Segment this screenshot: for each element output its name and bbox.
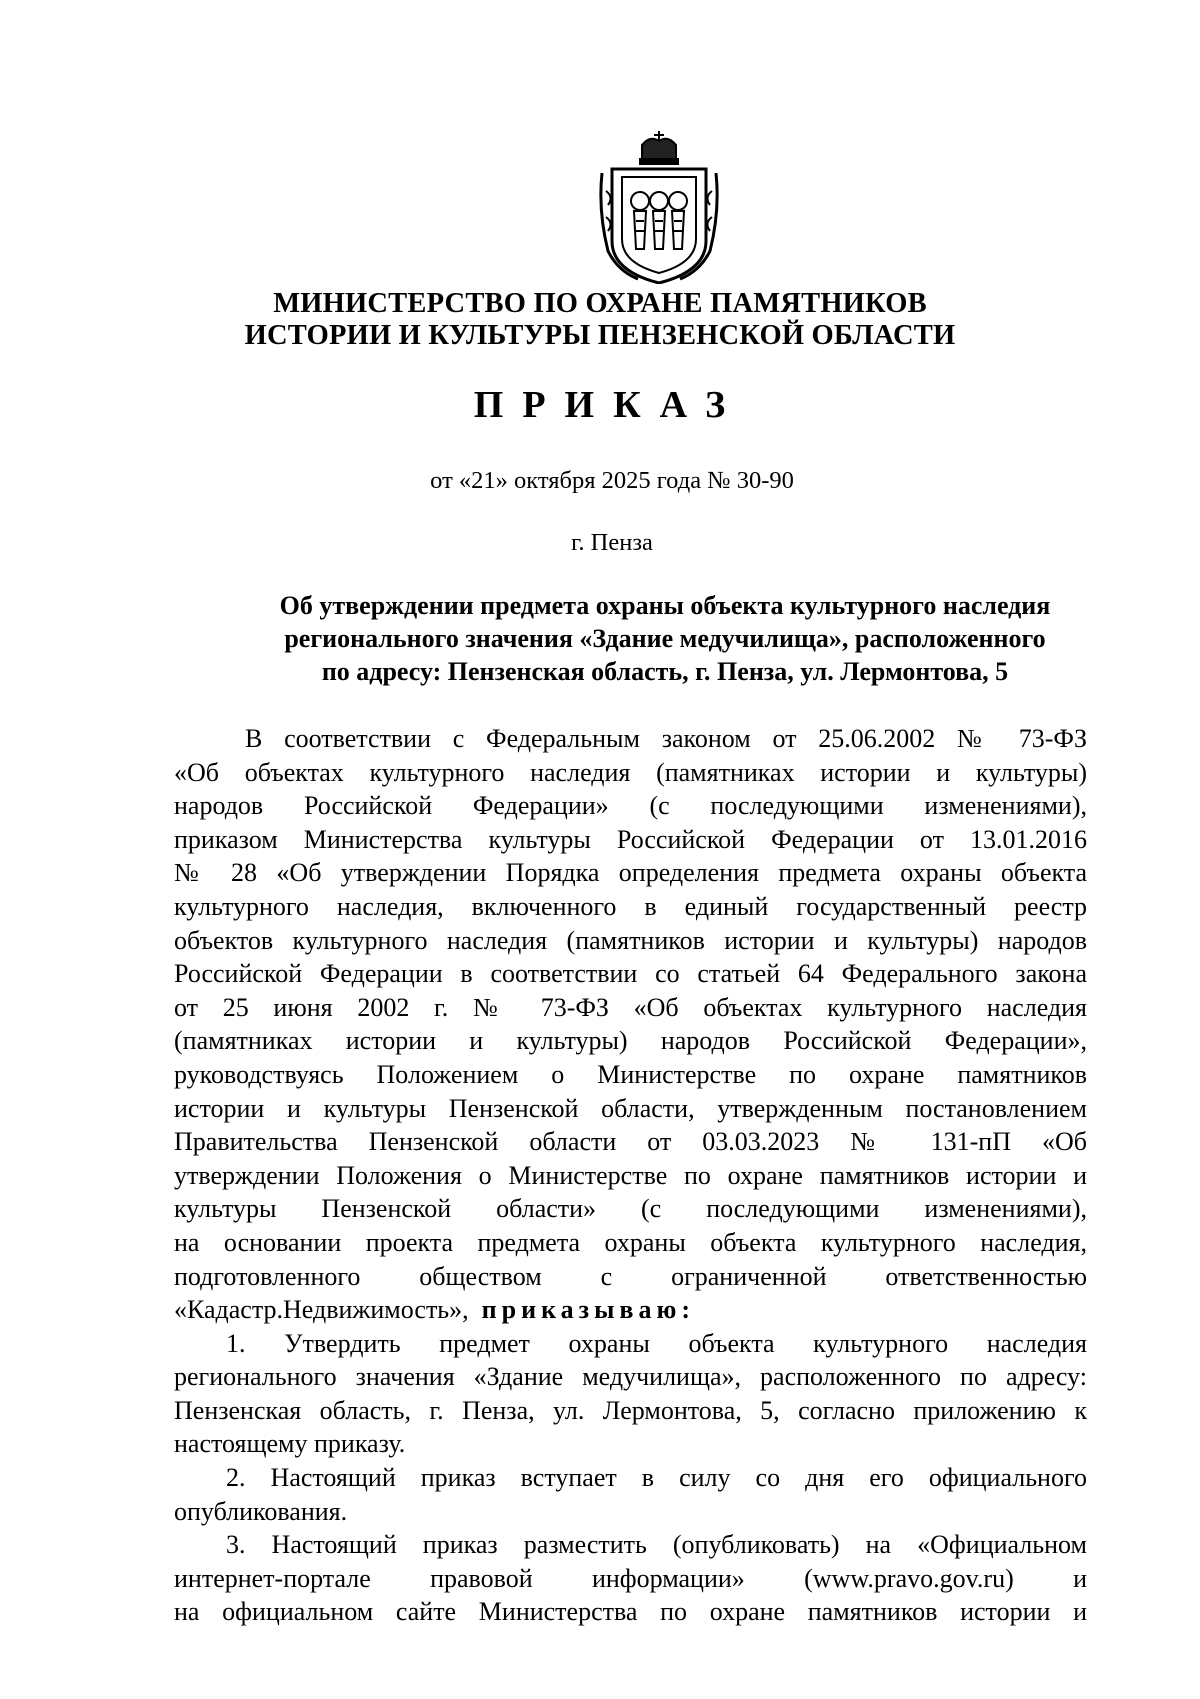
order-city: г. Пенза	[571, 529, 653, 556]
preamble-line: «Об объектах культурного наследия (памятниках истории и культуры)	[174, 757, 1087, 787]
subject-line: по адресу: Пензенская область, г. Пенза, ул. Лермонтова, 5	[321, 657, 1009, 686]
item-line: 3. Настоящий приказ разместить (опубликовать) на «Официальном	[226, 1530, 1087, 1560]
order-body	[174, 722, 1087, 1629]
subject-line: Об утверждении предмета охраны объекта культурного наследия	[279, 591, 1051, 620]
decree-word: приказываю:	[481, 1295, 695, 1325]
preamble-line: Правительства Пензенской области от 03.03.2023 № 131-пП «Об	[174, 1127, 1087, 1157]
ministry-name-line1: МИНИСТЕРСТВО ПО ОХРАНЕ ПАМЯТНИКОВ	[273, 288, 927, 319]
document-type-title: ПРИКАЗ	[473, 384, 745, 426]
item-line: Пензенская область, г. Пенза, ул. Лермонтова, 5, согласно приложению к	[174, 1395, 1087, 1425]
preamble-line: объектов культурного наследия (памятников истории и культуры) народов	[174, 925, 1087, 955]
preamble-line: подготовленного обществом с ограниченной ответственностью	[174, 1261, 1087, 1291]
order-date-number: от «21» октября 2025 года № 30-90	[430, 467, 794, 494]
crown-icon	[640, 131, 678, 164]
item-line: 2. Настоящий приказ вступает в силу со дня его официального	[226, 1463, 1087, 1493]
item-line: 1. Утвердить предмет охраны объекта культурного наследия	[226, 1328, 1087, 1358]
preamble-line: народов Российской Федерации» (с последующими изменениями),	[174, 791, 1087, 821]
preamble-line: руководствуясь Положением о Министерстве по охране памятников	[174, 1059, 1087, 1089]
figures-icon	[631, 192, 687, 249]
shield-frame	[612, 169, 706, 283]
preamble-line: от 25 июня 2002 г. № 73-ФЗ «Об объектах культурного наследия	[174, 992, 1087, 1022]
preamble-line: № 28 «Об утверждении Порядка определения предмета охраны объекта	[174, 858, 1087, 888]
preamble-line: В соответствии с Федеральным законом от 25.06.2002 № 73-ФЗ	[245, 724, 1087, 753]
preamble-line: приказом Министерства культуры Российской Федерации от 13.01.2016	[174, 824, 1087, 854]
coat-of-arms-emblem	[598, 131, 720, 284]
item-line: интернет-портале правовой информации» (www.pravo.gov.ru) и	[174, 1563, 1087, 1593]
preamble-line: утверждении Положения о Министерстве по охране памятников истории и	[174, 1160, 1087, 1190]
preamble-line: культурного наследия, включенного в единый государственный реестр	[174, 891, 1087, 921]
preamble-line: истории и культуры Пензенской области, утвержденным постановлением	[174, 1093, 1087, 1123]
order-subject	[215, 589, 1115, 688]
preamble-last-line	[174, 1293, 1087, 1327]
preamble-line: Российской Федерации в соответствии со статьей 64 Федерального закона	[174, 959, 1087, 989]
ministry-name-line2: ИСТОРИИ И КУЛЬТУРЫ ПЕНЗЕНСКОЙ ОБЛАСТИ	[244, 320, 956, 351]
subject-line: регионального значения «Здание медучилища», расположенного	[284, 624, 1046, 653]
preamble-line: на основании проекта предмета охраны объекта культурного наследия,	[174, 1227, 1087, 1257]
item-line: опубликования.	[174, 1496, 348, 1526]
preamble-line: культуры Пензенской области» (с последующими изменениями),	[174, 1194, 1087, 1224]
item-line: настоящему приказу.	[174, 1429, 406, 1459]
preamble-line: «Кадастр.Недвижимость»,	[174, 1295, 469, 1325]
item-line: регионального значения «Здание медучилища», расположенного по адресу:	[174, 1362, 1087, 1392]
preamble-line: (памятниках истории и культуры) народов Российской Федерации»,	[174, 1026, 1087, 1056]
item-line: на официальном сайте Министерства по охране памятников истории и	[174, 1597, 1087, 1627]
